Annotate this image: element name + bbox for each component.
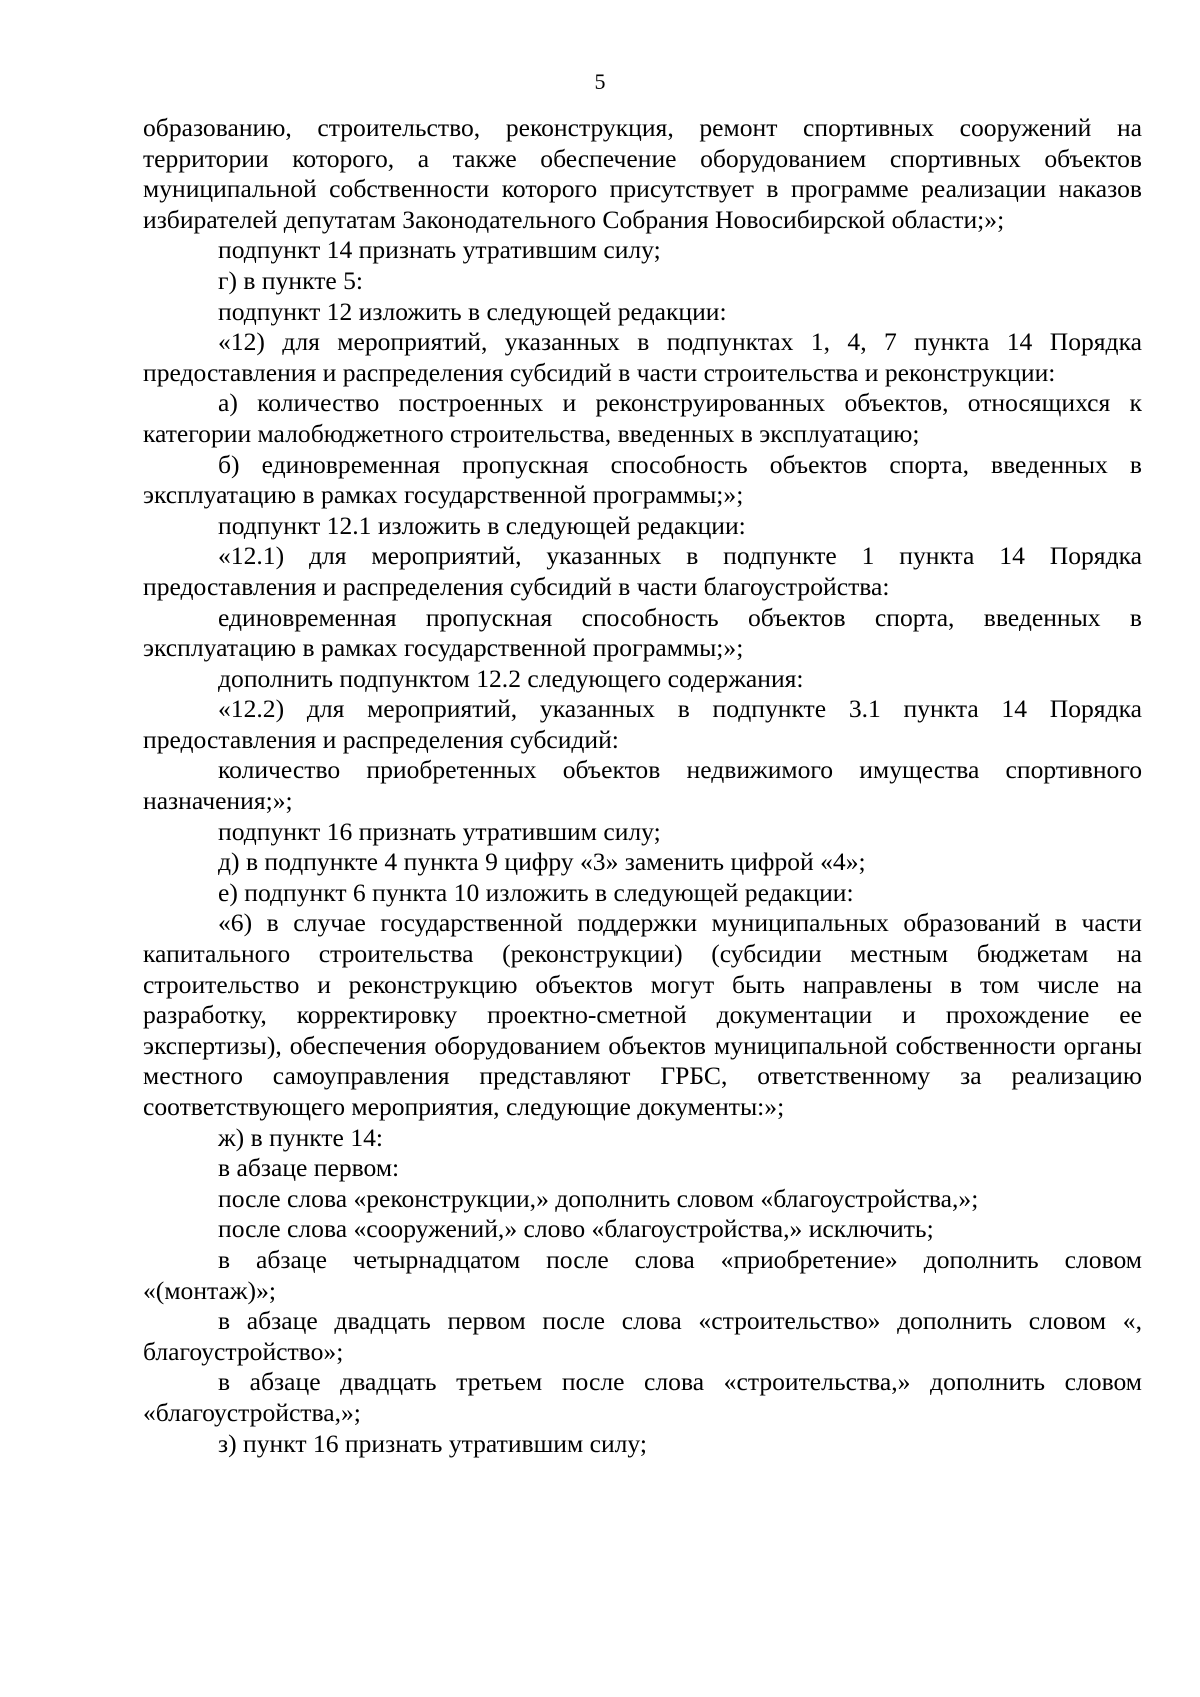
paragraph: образованию, строительство, реконструкция, ремонт спортивных сооружений на территории которого, а также обеспечение оборудованием спортивных объектов муниципальной собственности которого присутствует в программе реализации наказов избирателей депутатам Законодательного Собрания Новосибирской области;»; bbox=[143, 113, 1142, 234]
paragraph: подпункт 14 признать утратившим силу; bbox=[218, 235, 661, 265]
paragraph: единовременная пропускная способность объектов спорта, введенных в эксплуатацию в рамках государственной программы;»; bbox=[143, 602, 1142, 663]
page-number: 5 bbox=[594, 69, 606, 94]
paragraph: г) в пункте 5: bbox=[218, 265, 364, 295]
paragraph: «6) в случае государственной поддержки муниципальных образований в части капитального строительства (реконструкции) (субсидии местным бюджетам на строительство и реконструкцию объектов могут быть направлены в том числе на разработку, корректировку проектно-сметной документации и прохождение ее экспертизы), обеспечения оборудованием объектов муниципальной собственности органы местного самоуправления представляют ГРБС, ответственному за реализацию соответствующего мероприятия, следующие документы:»; bbox=[143, 908, 1142, 1121]
paragraph: «12.2) для мероприятий, указанных в подпункте 3.1 пункта 14 Порядка предоставления и распределения субсидий: bbox=[143, 694, 1142, 754]
paragraph: «12.1) для мероприятий, указанных в подпункте 1 пункта 14 Порядка предоставления и распределения субсидий в части благоустройства: bbox=[143, 541, 1142, 601]
paragraph: в абзаце двадцать третьем после слова «строительства,» дополнить словом «благоустройства,»; bbox=[143, 1367, 1142, 1427]
paragraph: подпункт 12.1 изложить в следующей редакции: bbox=[218, 510, 746, 540]
paragraph: количество приобретенных объектов недвижимого имущества спортивного назначения;»; bbox=[143, 755, 1142, 816]
paragraph: после слова «сооружений,» слово «благоустройства,» исключить; bbox=[218, 1214, 934, 1244]
paragraph: в абзаце двадцать первом после слова «строительство» дополнить словом «, благоустройство»; bbox=[143, 1306, 1142, 1366]
paragraph: подпункт 12 изложить в следующей редакции: bbox=[218, 296, 727, 326]
document-body bbox=[143, 113, 1142, 1459]
paragraph: з) пункт 16 признать утратившим силу; bbox=[218, 1428, 647, 1458]
paragraph: подпункт 16 признать утратившим силу; bbox=[218, 816, 661, 846]
paragraph: в абзаце первом: bbox=[218, 1153, 400, 1183]
paragraph: в абзаце четырнадцатом после слова «приобретение» дополнить словом «(монтаж)»; bbox=[143, 1244, 1142, 1305]
paragraph: ж) в пункте 14: bbox=[218, 1122, 384, 1152]
paragraph: д) в подпункте 4 пункта 9 цифру «3» заменить цифрой «4»; bbox=[218, 847, 866, 877]
paragraph: «12) для мероприятий, указанных в подпунктах 1, 4, 7 пункта 14 Порядка предоставления и распределения субсидий в части строительства и реконструкции: bbox=[143, 327, 1142, 387]
paragraph: после слова «реконструкции,» дополнить словом «благоустройства,»; bbox=[218, 1183, 979, 1213]
paragraph: е) подпункт 6 пункта 10 изложить в следующей редакции: bbox=[218, 877, 854, 907]
paragraph: б) единовременная пропускная способность объектов спорта, введенных в эксплуатацию в рамках государственной программы;»; bbox=[143, 449, 1142, 510]
paragraph: а) количество построенных и реконструированных объектов, относящихся к категории малобюджетного строительства, введенных в эксплуатацию; bbox=[143, 388, 1142, 448]
paragraph: дополнить подпунктом 12.2 следующего содержания: bbox=[218, 663, 804, 693]
